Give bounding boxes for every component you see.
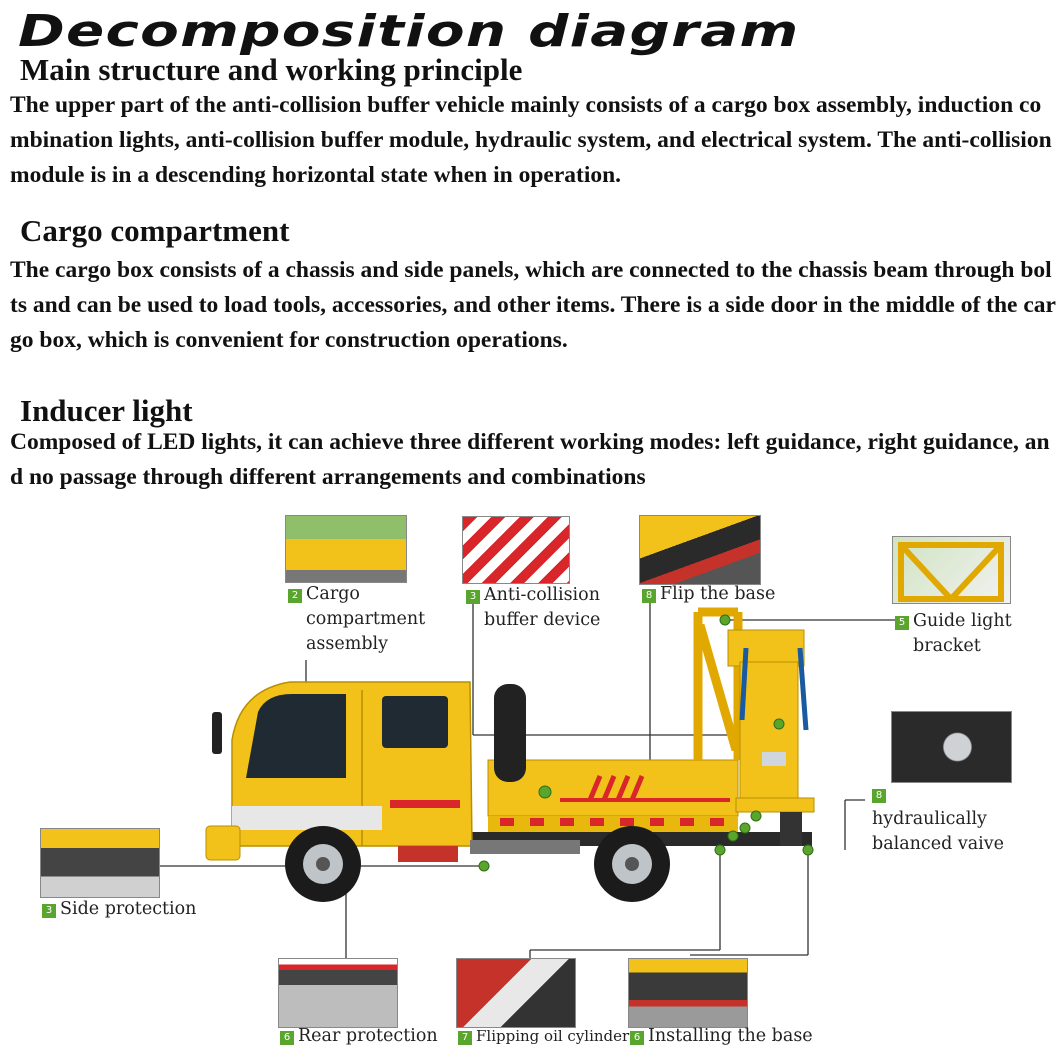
callout-number: 6 — [280, 1031, 294, 1045]
side-protection-photo — [40, 828, 160, 898]
callout-number: 8 — [642, 589, 656, 603]
flipping-cylinder-photo — [456, 958, 576, 1028]
section-text-main: The upper part of the anti-collision buffer vehicle mainly consists of a cargo box assembly, induction combination lights, anti-collision buffer module, hydraulic system, and electrical system. The anti-collision module is in a descending horizontal state when in operation. — [10, 92, 1052, 188]
callout-rear-protection: 6 Rear protection — [280, 1024, 438, 1049]
callout-hydraulic-valve: 8 hydraulically balanced vaive — [872, 790, 1005, 854]
callout-flipping-oil-cylinder: 7 Flipping oil cylinder — [458, 1024, 629, 1049]
cargo-compartment-photo — [285, 515, 407, 583]
callout-flip-base: 8 Flip the base — [642, 582, 775, 607]
callout-installing-base: 6 Installing the base — [630, 1024, 813, 1049]
callout-side-protection: 3 Side protection — [42, 897, 196, 922]
callout-number: 5 — [895, 616, 909, 630]
callout-number: 3 — [466, 590, 480, 604]
callout-guide-light-bracket: 5 Guide light bracket — [895, 609, 1012, 659]
section-heading-main: Main structure and working principle — [20, 52, 523, 87]
callout-number: 2 — [288, 589, 302, 603]
section-text-inducer: Composed of LED lights, it can achieve three different working modes: left guidance, right guidance, and no passage through different arrangements and combinations — [10, 429, 1050, 490]
guide-light-bracket-photo — [892, 536, 1011, 604]
hydraulic-valve-photo — [891, 711, 1012, 783]
page-title: Decomposition diagram — [18, 6, 800, 57]
section-heading-cargo: Cargo compartment — [20, 213, 290, 248]
callout-number: 6 — [630, 1031, 644, 1045]
callout-number: 8 — [872, 789, 886, 803]
callout-number: 3 — [42, 904, 56, 918]
installing-base-photo — [628, 958, 748, 1028]
flip-base-photo — [639, 515, 761, 585]
buffer-device-photo — [462, 516, 570, 584]
section-heading-inducer: Inducer light — [20, 393, 193, 428]
section-text-cargo: The cargo box consists of a chassis and side panels, which are connected to the chassis beam through bolts and can be used to load tools, accessories, and other items. There is a side door in the middle of the cargo box, which is convenient for construction operations. — [10, 257, 1056, 353]
callout-anti-collision-buffer: 3 Anti-collision buffer device — [466, 583, 600, 633]
callout-number: 7 — [458, 1031, 472, 1045]
callout-cargo-compartment: 2 Cargo compartment assembly — [288, 582, 425, 657]
rear-protection-photo — [278, 958, 398, 1028]
